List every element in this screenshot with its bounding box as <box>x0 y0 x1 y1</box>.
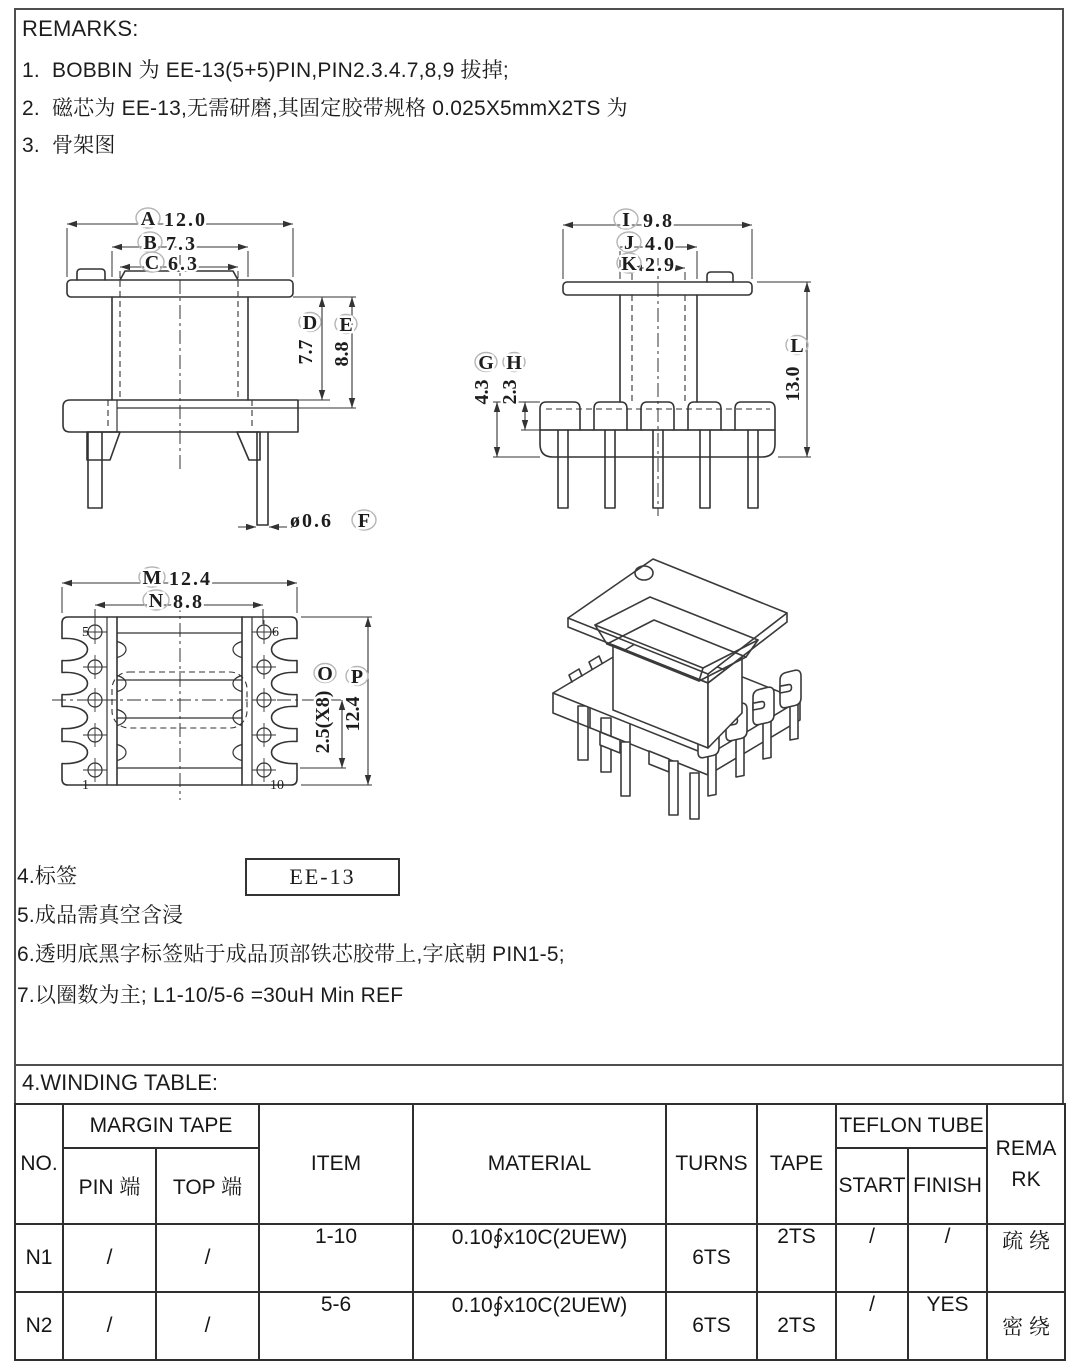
cell-remark: 疏 绕 <box>987 1224 1065 1292</box>
note-item-4: 4.标签 <box>17 865 78 888</box>
dim-i-letter: I <box>622 209 630 231</box>
col-header-no: NO. <box>15 1104 63 1224</box>
note-item-5: 5.成品需真空含浸 <box>17 904 184 927</box>
dim-b-value: 7.3 <box>166 233 197 255</box>
dim-l-value: 13.0 <box>782 366 804 402</box>
front-view-dimension-lines <box>67 224 356 527</box>
col-header-remark: REMARK <box>987 1104 1065 1224</box>
col-header-teflon-tube: TEFLON TUBE <box>836 1104 987 1148</box>
dim-j-letter: J <box>624 232 634 254</box>
ee13-label-text: EE-13 <box>289 864 356 889</box>
col-header-start: START <box>836 1148 908 1224</box>
dim-k-value: 2.9 <box>645 254 676 276</box>
cell-no: N1 <box>15 1224 63 1292</box>
dim-a-letter: A <box>140 208 156 230</box>
col-header-finish: FINISH <box>908 1148 987 1224</box>
dim-p-letter: P <box>350 666 364 688</box>
dim-f-value: ø0.6 <box>290 510 333 532</box>
col-header-top-side: TOP 端 <box>156 1148 259 1224</box>
dim-o-value: 2.5(X8) <box>312 690 334 754</box>
ee13-label-box <box>245 858 400 896</box>
dim-d-letter: D <box>302 312 318 334</box>
dim-o-letter: O <box>317 663 333 685</box>
front-view-hidden-lines <box>108 255 252 470</box>
col-header-margin-tape: MARGIN TAPE <box>63 1104 259 1148</box>
front-view-drawing <box>55 195 395 540</box>
dim-k-letter: K <box>621 253 637 275</box>
cell-tape: 2TS <box>757 1224 836 1292</box>
cell-margin-top: / <box>156 1224 259 1292</box>
cell-remark: 密 绕 <box>987 1292 1065 1360</box>
cell-turns: 6TS <box>666 1292 757 1360</box>
remark-item-1: 1. BOBBIN 为 EE-13(5+5)PIN,PIN2.3.4.7,8,9 拔掉; <box>22 59 509 82</box>
dim-c-value: 6.3 <box>168 253 199 275</box>
note-item-6: 6.透明底黑字标签贴于成品顶部铁芯胶带上,字底朝 PIN1-5; <box>17 943 565 966</box>
iso-front-pins <box>621 742 699 819</box>
col-header-pin-side: PIN 端 <box>63 1148 156 1224</box>
bottom-view-drawing <box>40 550 440 830</box>
dim-n-letter: N <box>148 590 164 612</box>
dim-m-letter: M <box>142 567 162 589</box>
dim-e-value: 8.8 <box>331 341 353 367</box>
cell-no: N2 <box>15 1292 63 1360</box>
pin-number-1: 1 <box>82 778 89 793</box>
cell-tape: 2TS <box>757 1292 836 1360</box>
col-header-material: MATERIAL <box>413 1104 666 1224</box>
col-header-turns: TURNS <box>666 1104 757 1224</box>
table-row-n1 <box>15 1224 1065 1292</box>
dim-m-value: 12.4 <box>169 568 212 590</box>
cell-teflon-finish: / <box>908 1224 987 1292</box>
dim-h-letter: H <box>506 352 522 374</box>
note-item-7: 7.以圈数为主; L1-10/5-6 =30uH Min REF <box>17 984 404 1007</box>
dim-c-letter: C <box>144 252 160 274</box>
pin-number-10: 10 <box>270 778 284 793</box>
cell-margin-top: / <box>156 1292 259 1360</box>
pin-number-6: 6 <box>272 625 279 640</box>
col-header-item: ITEM <box>259 1104 413 1224</box>
cell-item: 5-6 <box>259 1292 413 1360</box>
remarks-title: REMARKS: <box>22 16 139 41</box>
dim-f-letter: F <box>357 510 371 532</box>
cell-teflon-finish: YES <box>908 1292 987 1360</box>
dim-j-value: 4.0 <box>645 233 676 255</box>
dim-p-value: 12.4 <box>342 696 364 732</box>
cell-margin-pin: / <box>63 1224 156 1292</box>
cell-teflon-start: / <box>836 1292 908 1360</box>
remark-item-2: 2. 磁芯为 EE-13,无需研磨,其固定胶带规格 0.025X5mmX2TS 为 <box>22 97 628 120</box>
dim-g-letter: G <box>478 352 494 374</box>
pin-number-5: 5 <box>82 625 89 640</box>
dim-i-value: 9.8 <box>643 210 674 232</box>
col-header-tape: TAPE <box>757 1104 836 1224</box>
dim-n-value: 8.8 <box>173 591 204 613</box>
dim-a-value: 12.0 <box>164 209 207 231</box>
dim-d-value: 7.7 <box>295 339 317 365</box>
dim-b-letter: B <box>143 232 157 254</box>
remark-item-3: 3. 骨架图 <box>22 134 116 157</box>
isometric-view-drawing <box>490 540 870 840</box>
table-row-n2 <box>15 1292 1065 1360</box>
front-view-labels <box>136 208 376 532</box>
dim-l-letter: L <box>790 335 804 357</box>
cell-material: 0.10∮x10C(2UEW) <box>413 1292 666 1360</box>
winding-table-title: 4.WINDING TABLE: <box>22 1070 219 1095</box>
winding-table <box>14 1103 1066 1361</box>
cell-turns: 6TS <box>666 1224 757 1292</box>
side-view-drawing <box>455 195 875 540</box>
side-view-labels <box>471 209 808 405</box>
cell-teflon-start: / <box>836 1224 908 1292</box>
cell-item: 1-10 <box>259 1224 413 1292</box>
dim-h-value: 2.3 <box>499 379 521 405</box>
dim-e-letter: E <box>339 314 353 336</box>
cell-material: 0.10∮x10C(2UEW) <box>413 1224 666 1292</box>
cell-margin-pin: / <box>63 1292 156 1360</box>
dim-g-value: 4.3 <box>471 379 493 405</box>
side-view-hidden-lines <box>546 258 770 516</box>
